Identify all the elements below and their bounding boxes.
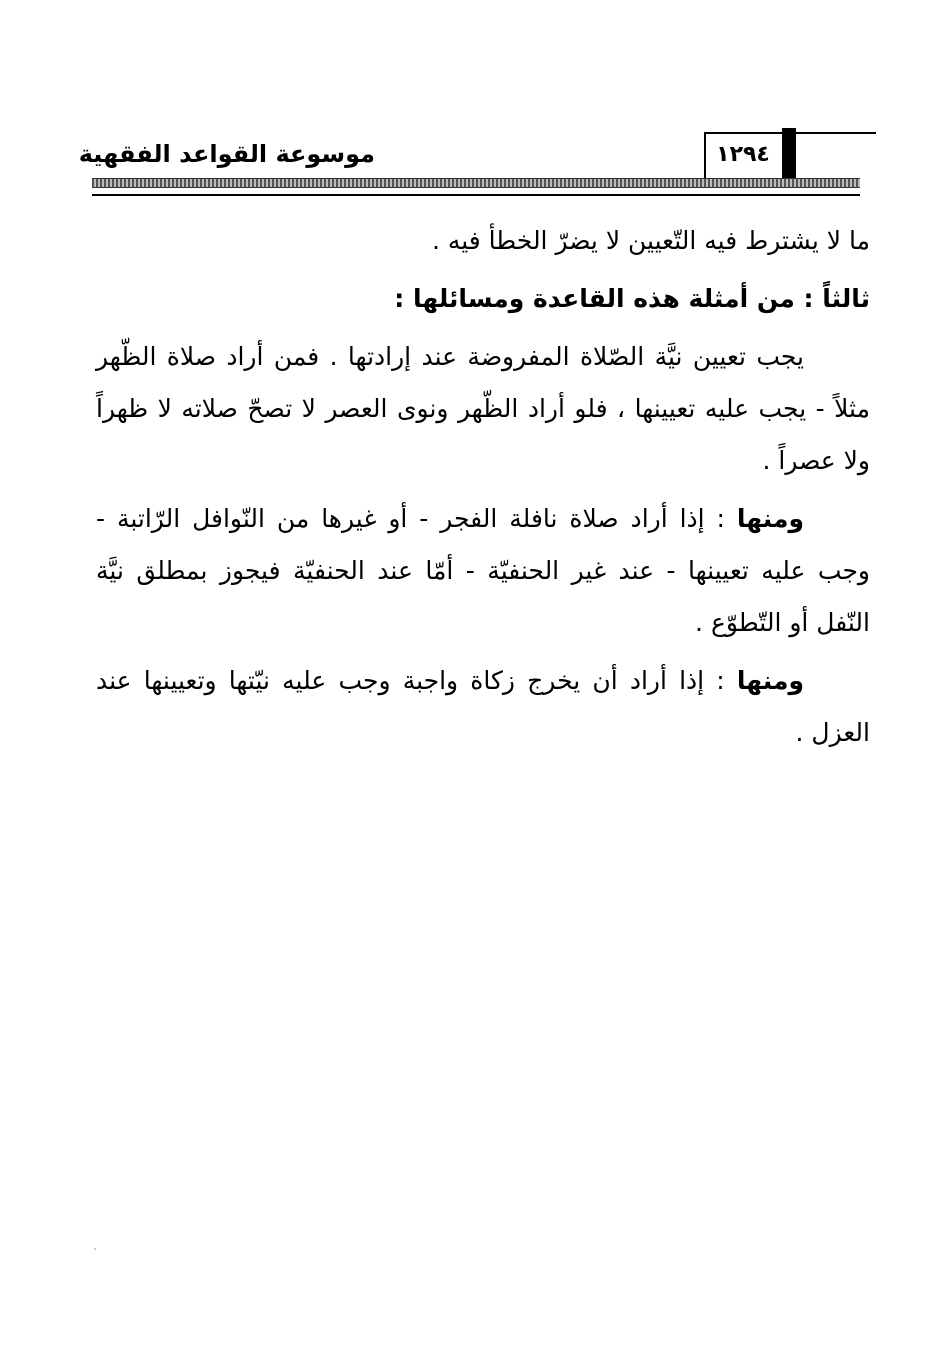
paragraph-3-lead: ومنها	[736, 666, 804, 695]
page-number-box-edge	[782, 128, 796, 184]
page-header	[78, 128, 860, 196]
paragraph-3	[96, 655, 870, 759]
page-number: ١٢٩٤	[716, 142, 770, 167]
book-title: موسوعة القواعد الفقهية	[78, 140, 375, 168]
header-rule	[92, 194, 860, 196]
paragraph-1: يجب تعيين نيَّة الصّلاة المفروضة عند إرادتها . فمن أراد صلاة الظّهر مثلاً - يجب عليه تعيينها ، فلو أراد الظّهر ونوى العصر لا تصحّ صلاته لا ظهراً ولا عصراً .	[96, 342, 870, 475]
section-heading: ثالثاً : من أمثلة هذه القاعدة ومسائلها :	[394, 284, 870, 313]
body-line-1: ما لا يشترط فيه التّعيين لا يضرّ الخطأ فيه .	[431, 226, 870, 255]
scan-speck	[94, 1248, 96, 1250]
paragraph-2	[96, 493, 870, 649]
paragraph-3-text: : إذا أراد أن يخرج زكاة واجبة وجب عليه نيّتها وتعيينها عند العزل .	[96, 666, 870, 747]
page-body	[96, 215, 870, 765]
paragraph-2-lead: ومنها	[736, 504, 804, 533]
paragraph-2-text: : إذا أراد صلاة نافلة الفجر - أو غيرها من النّوافل الرّاتبة - وجب عليه تعيينها - عند غير الحنفيّة - أمّا عند الحنفيّة فيجوز بمطلق نيَّة النّفل أو التّطوّع .	[96, 504, 870, 637]
header-hatch-bar	[92, 178, 860, 188]
